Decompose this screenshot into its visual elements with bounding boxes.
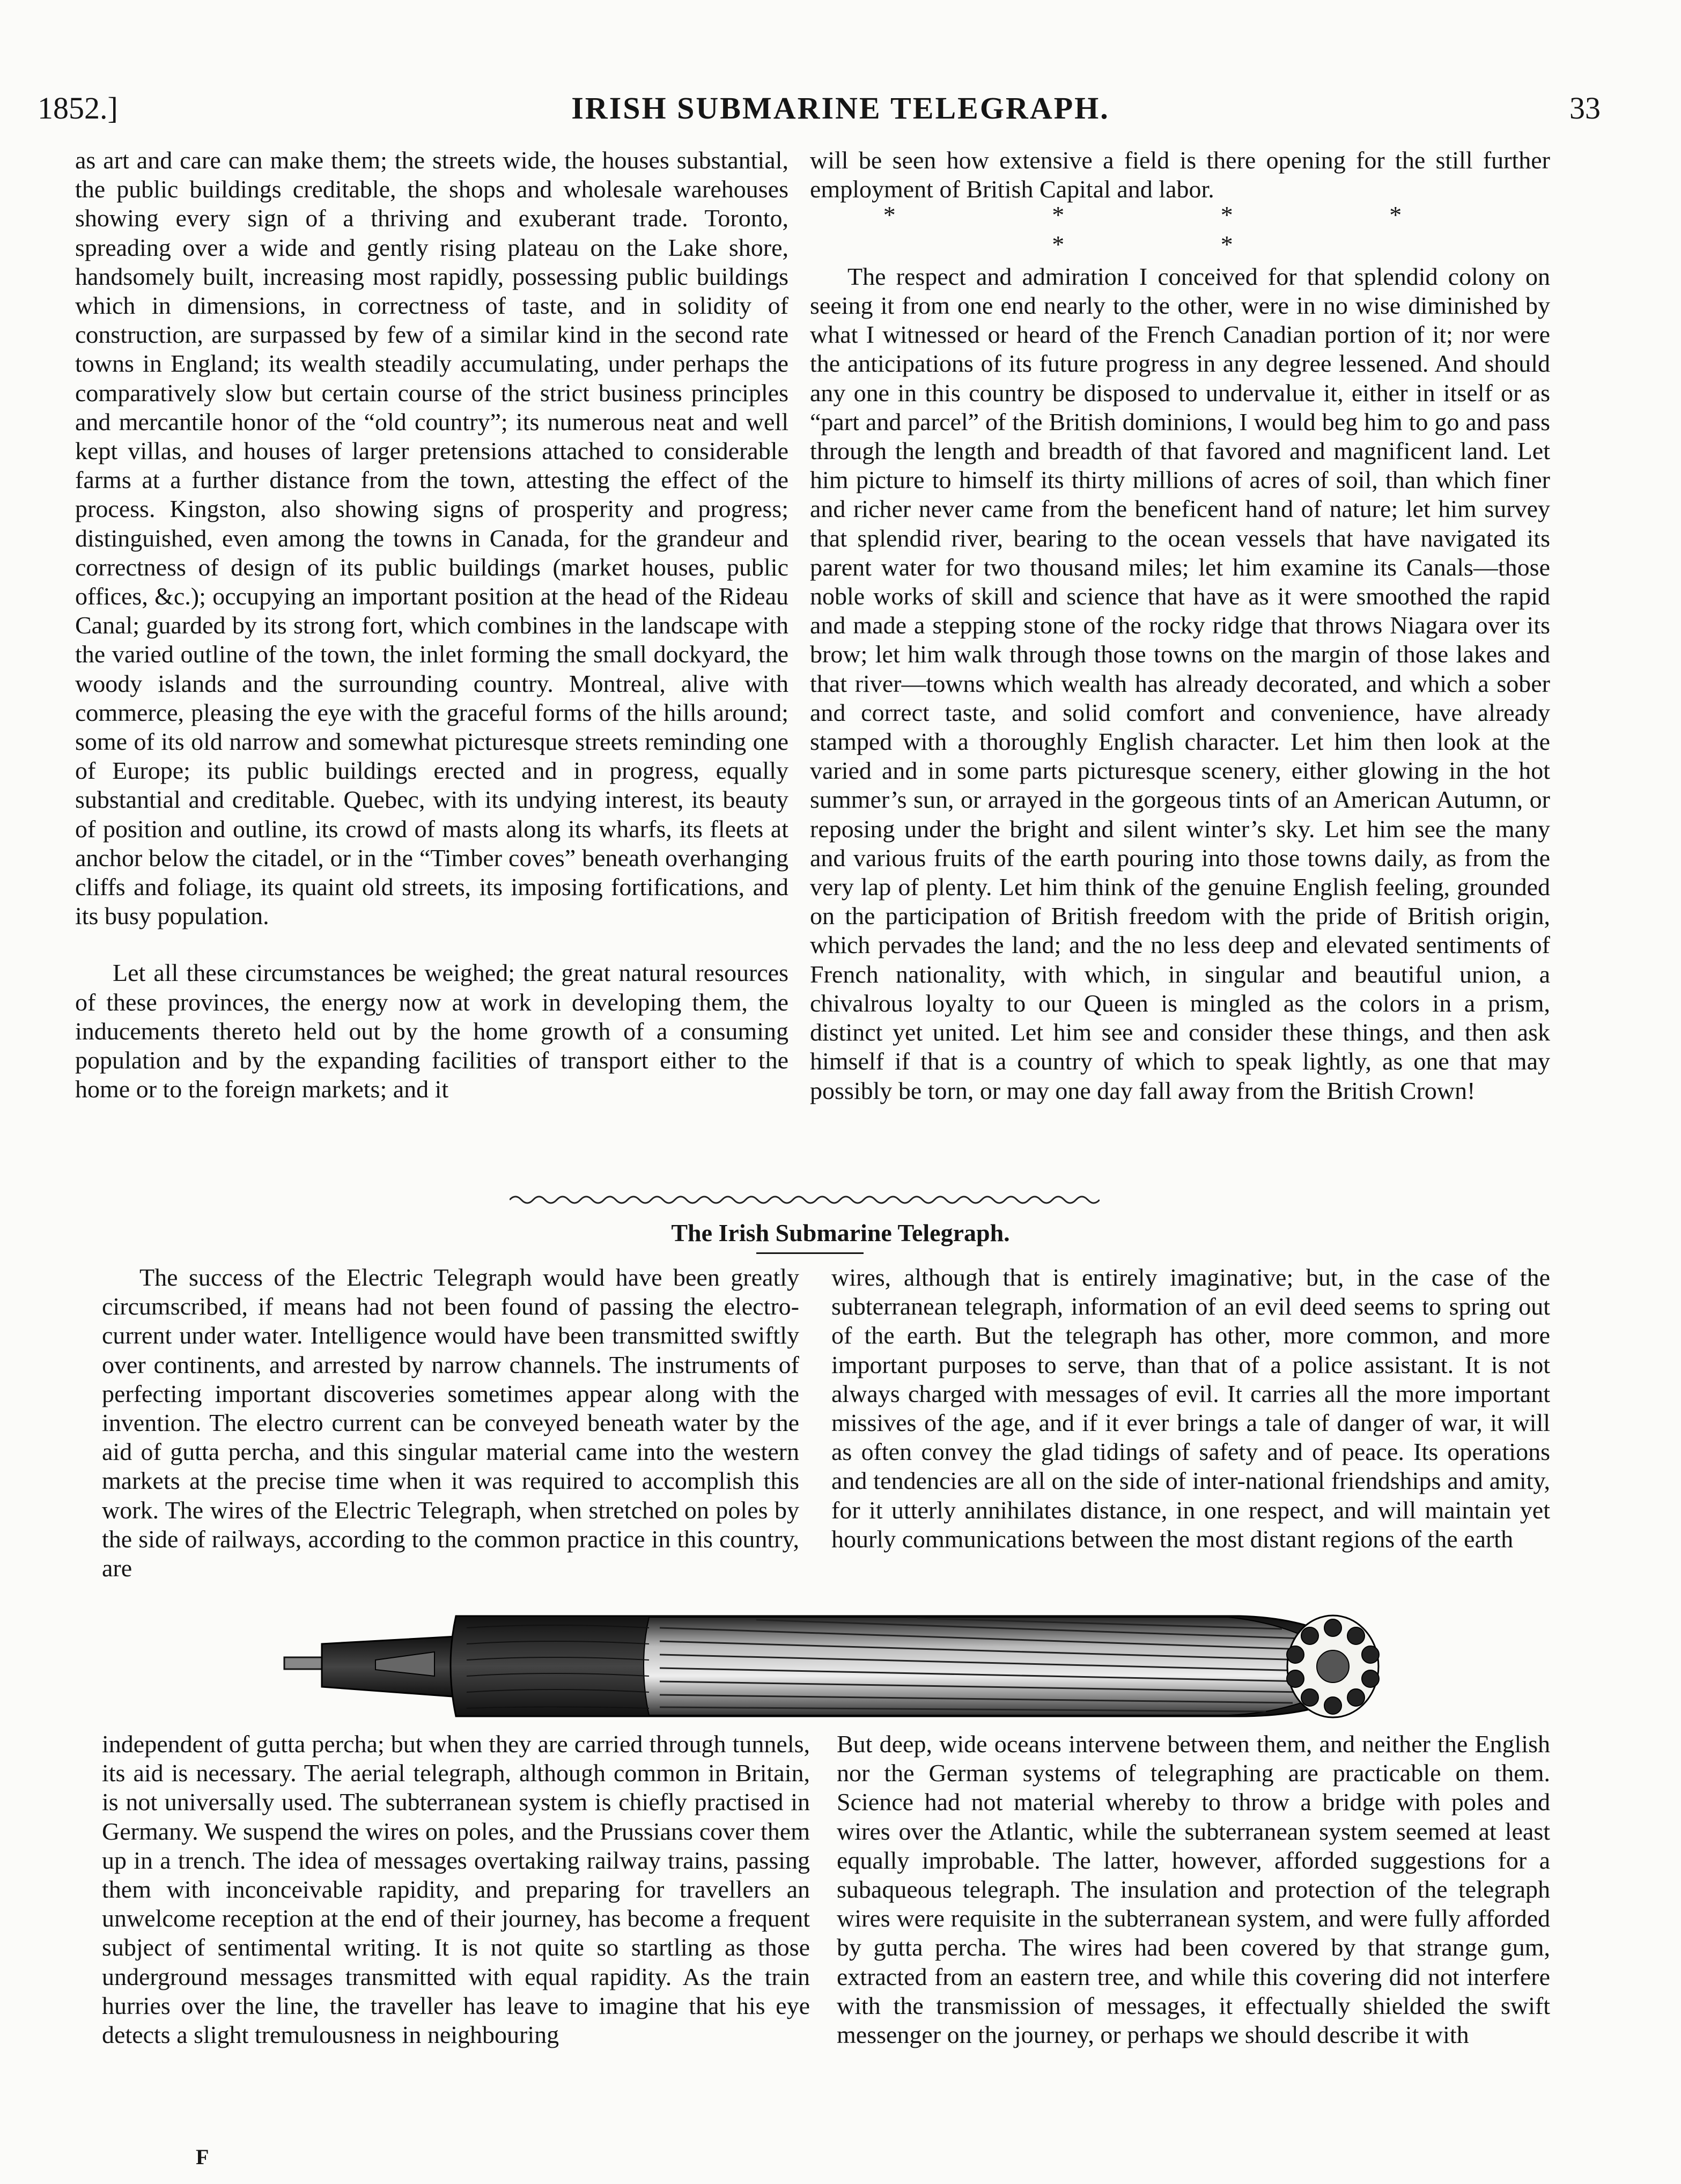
paragraph: The respect and admiration I conceived for that splendid colony on seeing it from one end nearly to the other, were in no wise diminished by what I witnessed or heard of the French Canadian portion of it; nor were the anticipations of its future progress in any degree lessened. And should any one in this country be disposed to undervalue it, either in itself or as “part and parcel” of the British dominions, I would beg him to go and pass through the length and breadth of that favored and magnificent land. Let him picture to himself its thirty millions of acres of soil, than which finer and richer never came from the beneficent hand of nature; let him survey that splendid river, bearing to the ocean vessels that have navigated its parent water for two thousand miles; let him examine its Canals—those noble works of skill and science that have as it were smoothed the rapid and made a stepping stone of the rocky ridge that throws Niagara over its brow; let him walk through those towns on the margin of those lakes and that river—towns which wealth has already decorated, and which a sober and correct taste, and solid comfort and convenience, have already stamped with a thoroughly English character. Let him then look at the varied and in some parts picturesque scenery, either glowing in the hot summer’s sun, or arrayed in the gorgeous tints of an American Autumn, or reposing under the bright and silent winter’s sky. Let him see the many and various fruits of the earth pouring into those towns daily, as from the very lap of plenty. Let him think of the genuine English feeling, grounded on the participation of British freedom with the pride of British origin, which pervades the land; and the no less deep and elevated sentiments of French nationality, with which, in singular and beautiful union, a chivalrous loyalty to our Queen is mingled as the colors in a prism, distinct yet united. Let him see and consider these things, and then ask himself if that is a country of which to speak lightly, as one that may possibly be torn, or may one day fall away from the British Crown! [810, 262, 1550, 1104]
top-right-column [810, 146, 1550, 1133]
header-title: IRISH SUBMARINE TELEGRAPH. [571, 91, 1110, 126]
paragraph: as art and care can make them; the streets wide, the houses substantial, the public buildings creditable, the shops and wholesale warehouses showing every sign of a thriving and exuberant trade. Toronto, spreading over a wide and gently rising plateau on the Lake shore, handsomely built, increasing most rapidly, possessing public buildings which in dimensions, in correctness of taste, and in solidity of construction, are surpassed by few of a similar kind in the second rate towns in England; its wealth steadily accumulating, under perhaps the comparatively slow but certain course of the strict business principles and mercantile honor of the “old country”; its numerous neat and well kept villas, and houses of larger pretensions attached to considerable farms at a further distance from the town, attesting the effect of the process. Kingston, also showing signs of prosperity and progress; distinguished, even among the towns in Canada, for the grandeur and correctness of design of its public buildings (market houses, public offices, &c.); occupying an important position at the head of the Rideau Canal; guarded by its strong fort, which combines in the landscape with the varied outline of the town, the inlet forming the small dockyard, the woody islands and the surrounding country. Montreal, alive with commerce, pleasing the eye with the graceful forms of the hills around; some of its old narrow and somewhat picturesque streets reminding one of Europe; its public buildings erected and in progress, equally substantial and creditable. Quebec, with its undying interest, its beauty of position and outline, its crowd of masts along its wharfs, its fleets at anchor below the citadel, or in the “Timber coves” beneath overhanging cliffs and foliage, its quaint old streets, its imposing fortifications, and its busy population. [75, 146, 788, 930]
mid-left-column [102, 1263, 799, 1611]
paragraph: Let all these circumstances be weighed; the great natural resources of these provinces, the energy now at work in developing them, the inducements thereto held out by the home growth of a consuming population and by the expanding facilities of transport either to the home or to the foreign markets; and it [75, 959, 788, 1103]
bottom-right-column [837, 1730, 1550, 2077]
top-left-column [75, 146, 788, 1132]
wavy-rule [510, 1193, 1100, 1206]
paragraph: But deep, wide oceans intervene between them, and neither the English nor the German systems of telegraphing are practicable on them. Science had not material whereby to throw a bridge with poles and wires over the Atlantic, while the subterranean system seemed at least equally improbable. The latter, however, afforded suggestions for a subaqueous telegraph. The insulation and protection of the telegraph wires were requisite in the subterranean system, and were fully afforded by gutta percha. The wires had been covered by that strange gum, extracted from an eastern tree, and while this covering did not interfere with the transmission of messages, it effectually shielded the swift messenger on the journey, or perhaps we should describe it with [837, 1730, 1550, 2049]
bottom-left-column [102, 1730, 810, 2077]
header-year: 1852.] [38, 91, 118, 126]
article-title: The Irish Submarine Telegraph. [671, 1219, 1010, 1246]
paragraph: independent of gutta percha; but when they are carried through tunnels, its aid is necessary. The aerial telegraph, although common in Britain, is not universally used. The subterranean system is chiefly practised in Germany. We suspend the wires on poles, and the Prussians cover them up in a trench. The idea of messages overtaking railway trains, passing them with inconceivable rapidity, and preparing for travellers an unwelcome reception at the end of their journey, has become a frequent subject of sentimental writing. It is not quite so startling as those underground messages transmitted with equal rapidity. As the train hurries over the line, the traveller has leave to imagine that his eye detects a slight tremulousness in neighbouring [102, 1730, 810, 2049]
paragraph: wires, although that is entirely imaginative; but, in the case of the subterranean telegraph, information of an evil deed seems to spring out of the earth. But the telegraph has other, more common, and more important purposes to serve, than that of a police assistant. It is not always charged with messages of evil. It carries all the more important missives of the age, and if it ever brings a tale of danger of war, it will as often convey the glad tidings of safety and of peace. Its operations and tendencies are all on the side of inter-national friendships and amity, for it utterly annihilates distance, in one respect, and will maintain yet hourly communications between the most distant regions of the earth [831, 1264, 1550, 1553]
paragraph: will be seen how extensive a field is there opening for the still further employment of British Capital and labor. [810, 146, 1550, 203]
section-break-stars: * * * * * * [883, 201, 1477, 258]
title-underline [756, 1252, 864, 1254]
signature-mark: F [196, 2145, 209, 2169]
running-header [0, 90, 1681, 138]
mid-right-column [831, 1263, 1550, 1582]
submarine-cable-illustration [274, 1606, 1395, 1722]
page-number: 33 [1569, 91, 1601, 126]
paragraph: The success of the Electric Telegraph would have been greatly circumscribed, if means had not been found of passing the electro-current under water. Intelligence would have been transmitted swiftly over continents, and arrested by narrow channels. The instruments of perfecting important discoveries sometimes appear along with the invention. The electro current can be conveyed beneath water by the aid of gutta percha, and this singular material came into the western markets at the precise time when it was required to accomplish this work. The wires of the Electric Telegraph, when stretched on poles by the side of railways, according to the common practice in this country, are [102, 1264, 799, 1582]
